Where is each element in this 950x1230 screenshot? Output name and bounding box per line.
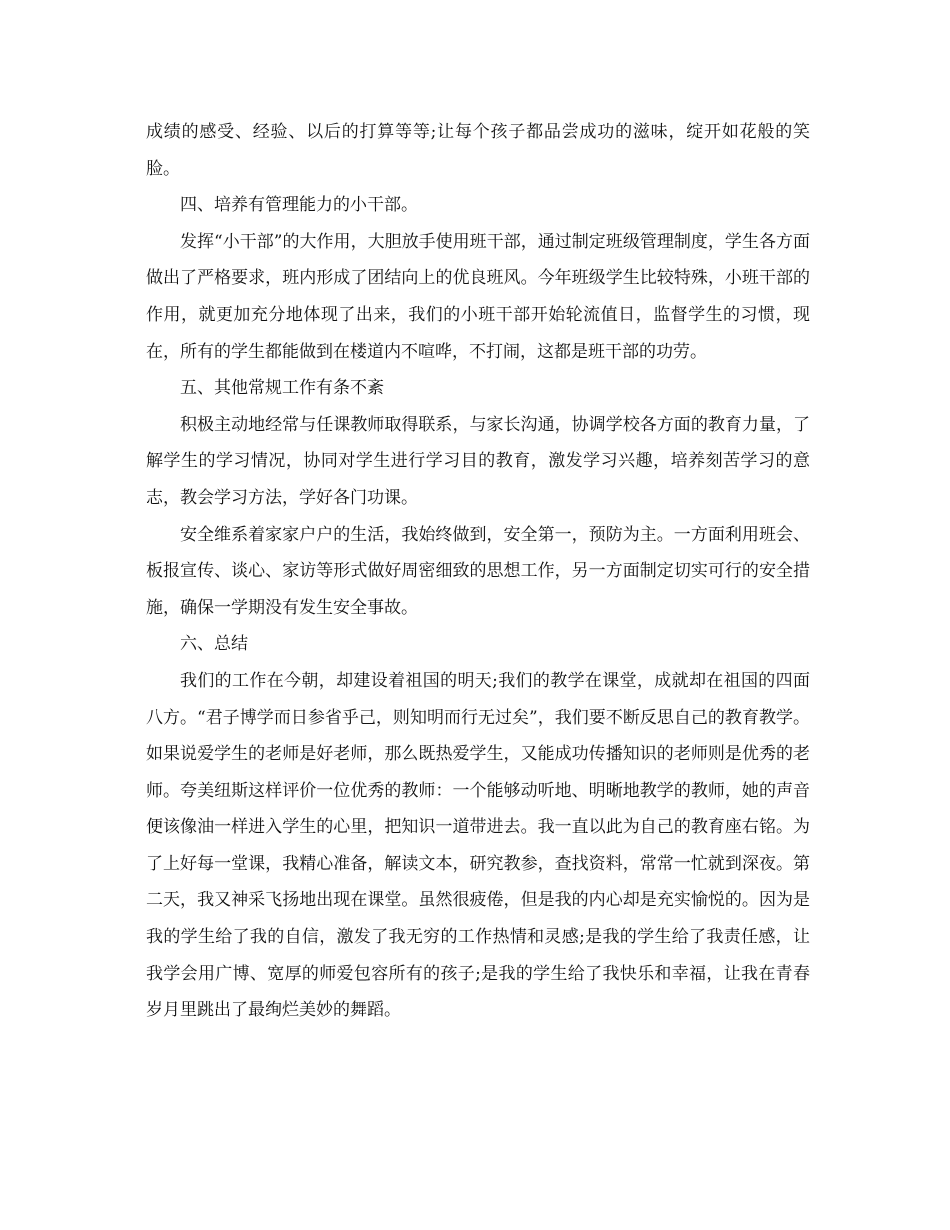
paragraph-class-cadres: 发挥“小干部”的大作用，大胆放手使用班干部，通过制定班级管理制度，学生各方面做出了严格要求，班内形成了团结向上的优良班风。今年班级学生比较特殊，小班干部的作用，就更加充分地体现了出来，我们的小班干部开始轮流值日，监督学生的习惯，现在，所有的学生都能做到在楼道内不喧哗，不打闹，这都是班干部的功劳。 — [146, 231, 810, 362]
paragraph-teacher-contact: 积极主动地经常与任课教师取得联系，与家长沟通，协调学校各方面的教育力量，了解学生的学习情况，协同对学生进行学习目的教育，激发学习兴趣，培养刻苦学习的意志，教会学习方法，学好各门功课。 — [146, 414, 810, 508]
paragraph-summary: 我们的工作在今朝，却建设着祖国的明天;我们的教学在课堂，成就却在祖国的四面八方。“君子博学而日参省乎己，则知明而行无过矣”，我们要不断反思自己的教育教学。如果说爱学生的老师是好老师，那么既热爱学生，又能成功传播知识的老师则是优秀的老师。夸美纽斯这样评价一位优秀的教师：一个能够动听地、明晰地教学的教师，她的声音便该像油一样进入学生的心里，把知识一道带进去。我一直以此为自己的教育座右铭。为了上好每一堂课，我精心准备，解读文本，研究教参，查找资料，常常一忙就到深夜。第二天，我又神采飞扬地出现在课堂。虽然很疲倦，但是我的内心却是充实愉悦的。因为是我的学生给了我的自信，激发了我无穷的工作热情和灵感;是我的学生给了我责任感，让我学会用广博、宽厚的师爱包容所有的孩子;是我的学生给了我快乐和幸福，让我在青春岁月里跳出了最绚烂美妙的舞蹈。 — [146, 670, 810, 1021]
section-heading-6: 六、总结 — [180, 634, 248, 655]
document-body — [146, 114, 810, 1029]
section-heading-4: 四、培养有管理能力的小干部。 — [180, 195, 418, 216]
section-heading-5: 五、其他常规工作有条不紊 — [180, 378, 384, 399]
paragraph-safety: 安全维系着家家户户的生活，我始终做到，安全第一，预防为主。一方面利用班会、板报宣传、谈心、家访等形式做好周密细致的思想工作，另一方面制定切实可行的安全措施，确保一学期没有发生安全事故。 — [146, 524, 810, 618]
paragraph-continuation: 成绩的感受、经验、以后的打算等等;让每个孩子都品尝成功的滋味，绽开如花般的笑脸。 — [146, 122, 810, 179]
